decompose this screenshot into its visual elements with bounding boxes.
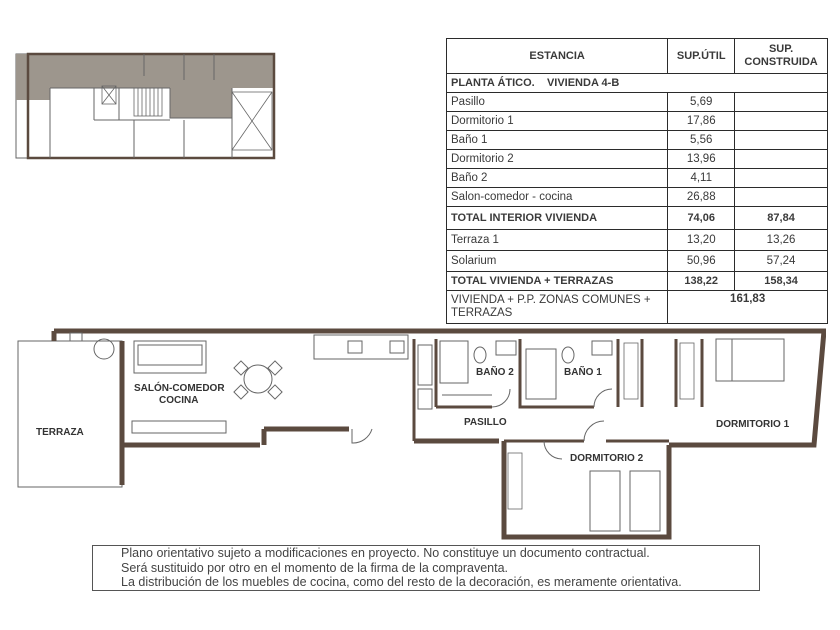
usable-area: 17,86 bbox=[668, 112, 735, 131]
usable-area: 26,88 bbox=[668, 188, 735, 207]
table-row bbox=[447, 230, 828, 251]
label-dormitorio-1: DORMITORIO 1 bbox=[716, 419, 790, 430]
room-name: Dormitorio 1 bbox=[447, 112, 668, 131]
total-interior-usable: 74,06 bbox=[668, 207, 735, 230]
usable-area: 5,56 bbox=[668, 131, 735, 150]
total-terraces-label: TOTAL VIVIENDA + TERRAZAS bbox=[447, 272, 668, 291]
disclaimer-line: Plano orientativo sujeto a modificaciones en proyecto. No constituye un documento contractual. bbox=[121, 546, 650, 560]
room-name: Solarium bbox=[447, 251, 668, 272]
table-header-row bbox=[447, 39, 828, 74]
table-row bbox=[447, 93, 828, 112]
total-interior-row bbox=[447, 207, 828, 230]
label-terraza: TERRAZA bbox=[36, 427, 84, 438]
floor-plan bbox=[14, 325, 826, 545]
label-dormitorio-2: DORMITORIO 2 bbox=[570, 453, 644, 464]
table-row bbox=[447, 251, 828, 272]
usable-area: 13,96 bbox=[668, 150, 735, 169]
terrace-area bbox=[18, 341, 122, 487]
key-plan-highlight bbox=[50, 54, 274, 88]
total-interior-label: TOTAL INTERIOR VIVIENDA bbox=[447, 207, 668, 230]
label-bano-2: BAÑO 2 bbox=[476, 367, 514, 378]
built-area bbox=[735, 112, 828, 131]
built-area: 57,24 bbox=[735, 251, 828, 272]
table-row bbox=[447, 188, 828, 207]
table-row bbox=[447, 150, 828, 169]
area-table bbox=[446, 38, 828, 324]
table-row bbox=[447, 169, 828, 188]
disclaimer-line: Será sustituido por otro en el momento de la firma de la compraventa. bbox=[121, 560, 509, 575]
usable-area: 13,20 bbox=[668, 230, 735, 251]
table-row bbox=[447, 131, 828, 150]
room-name: Dormitorio 2 bbox=[447, 150, 668, 169]
usable-area: 50,96 bbox=[668, 251, 735, 272]
label-pasillo: PASILLO bbox=[464, 417, 507, 428]
usable-area: 4,11 bbox=[668, 169, 735, 188]
room-name: Pasillo bbox=[447, 93, 668, 112]
common-areas-label: VIVIENDA + P.P. ZONAS COMUNES + TERRAZAS bbox=[447, 291, 668, 324]
header-built-area: SUP. CONSTRUIDA bbox=[735, 39, 828, 74]
room-name: Baño 1 bbox=[447, 131, 668, 150]
label-salon-comedor: SALÓN-COMEDOR bbox=[134, 383, 225, 394]
key-plan bbox=[14, 50, 278, 162]
usable-area: 5,69 bbox=[668, 93, 735, 112]
label-cocina: COCINA bbox=[159, 395, 199, 406]
built-area bbox=[735, 150, 828, 169]
room-name: Salon-comedor - cocina bbox=[447, 188, 668, 207]
total-interior-built: 87,84 bbox=[735, 207, 828, 230]
section-title: PLANTA ÁTICO. VIVIENDA 4-B bbox=[447, 74, 828, 93]
label-bano-1: BAÑO 1 bbox=[564, 367, 602, 378]
built-area: 13,26 bbox=[735, 230, 828, 251]
total-terraces-row bbox=[447, 272, 828, 291]
total-terraces-built: 158,34 bbox=[735, 272, 828, 291]
common-areas-row bbox=[447, 291, 828, 324]
built-area bbox=[735, 169, 828, 188]
built-area bbox=[735, 131, 828, 150]
table-row bbox=[447, 112, 828, 131]
total-terraces-usable: 138,22 bbox=[668, 272, 735, 291]
header-usable-area: SUP.ÚTIL bbox=[668, 39, 735, 74]
built-area bbox=[735, 93, 828, 112]
room-name: Baño 2 bbox=[447, 169, 668, 188]
common-areas-value: 161,83 bbox=[668, 291, 828, 324]
section-row bbox=[447, 74, 828, 93]
header-room: ESTANCIA bbox=[447, 39, 668, 74]
disclaimer-line: La distribución de los muebles de cocina, como del resto de la decoración, es meramente orientativa. bbox=[121, 575, 682, 589]
disclaimer-box bbox=[92, 545, 760, 591]
built-area bbox=[735, 188, 828, 207]
room-name: Terraza 1 bbox=[447, 230, 668, 251]
